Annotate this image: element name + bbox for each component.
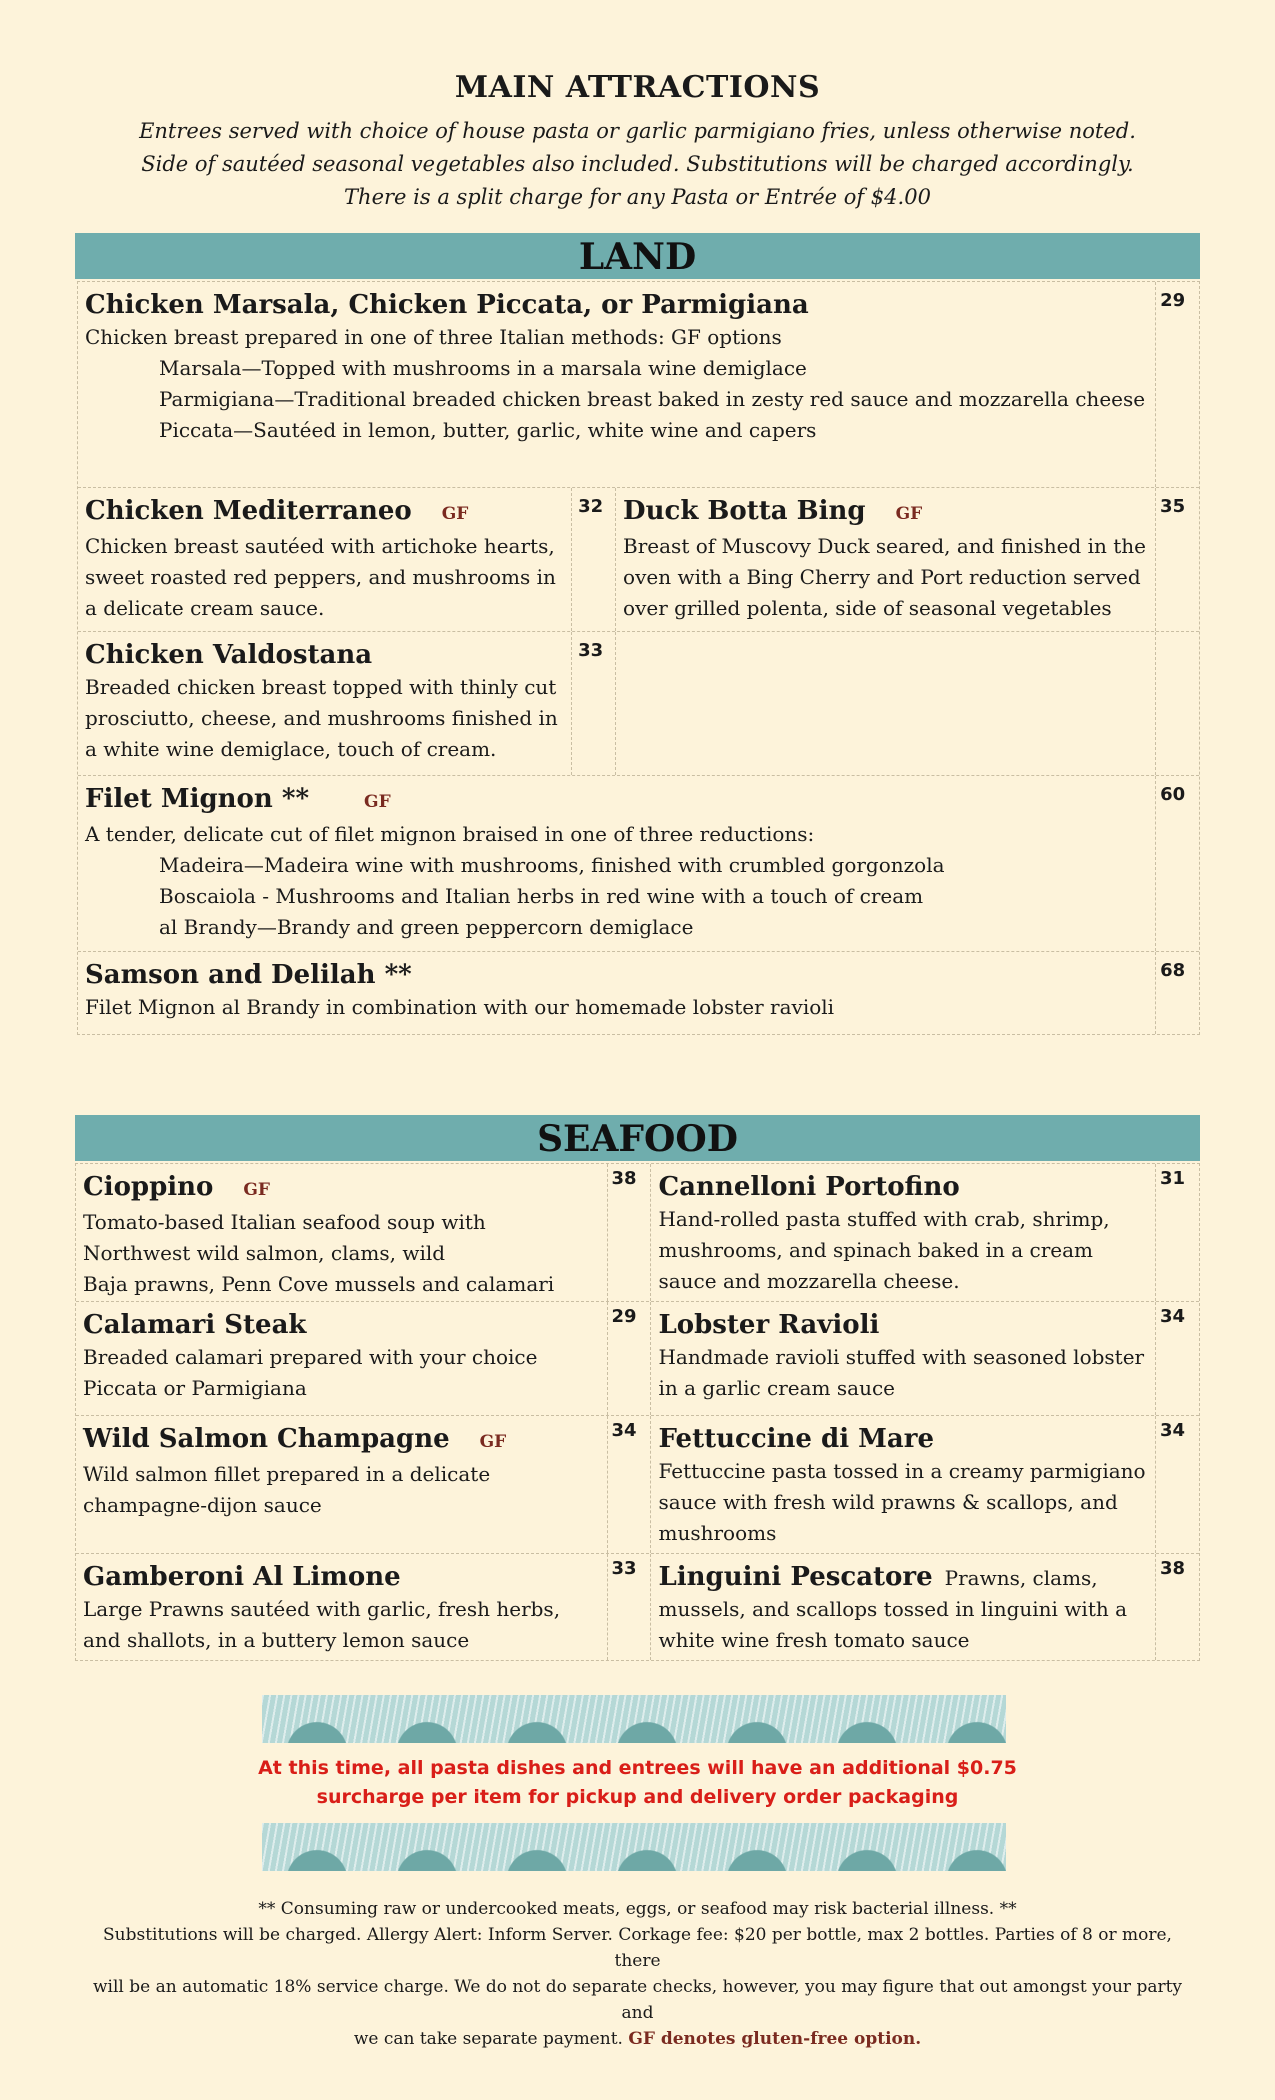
menu-item (650, 1302, 1155, 1415)
item-name: Lobster Ravioli (658, 1310, 880, 1340)
menu-item-chicken-valdostana (78, 632, 571, 775)
item-price: 38 (611, 1168, 637, 1189)
menu-item (650, 1554, 1155, 1660)
item-description: Northwest wild salmon, clams, wild (83, 1241, 446, 1265)
item-description: A tender, delicate cut of filet mignon braised in one of three reductions: (85, 822, 815, 846)
menu-item (76, 1302, 607, 1415)
item-description: prosciutto, cheese, and mushrooms finished in (85, 706, 558, 730)
price-cell (1155, 1554, 1199, 1660)
footer-policy: we can take separate payment. (353, 2029, 623, 2049)
item-price: 60 (1160, 784, 1186, 805)
item-name: Duck Botta Bing (623, 496, 866, 526)
item-name: Cannelloni Portofino (658, 1172, 960, 1202)
intro-line: There is a split charge for any Pasta or Entrée of $4.00 (344, 185, 931, 209)
gf-badge: GF (895, 504, 923, 524)
item-price: 35 (1160, 496, 1186, 517)
footer-policy: will be an automatic 18% service charge. We do not do separate checks, however, you may figure that out amongst your party and (92, 1977, 1183, 2023)
item-description: Handmade ravioli stuffed with seasoned lobster (658, 1345, 1145, 1369)
item-price: 68 (1160, 960, 1186, 981)
item-price: 38 (1160, 1558, 1186, 1579)
page-title: MAIN ATTRACTIONS (454, 70, 821, 105)
item-price: 34 (1160, 1420, 1186, 1441)
item-description: Breaded chicken breast topped with thinly cut (85, 675, 557, 699)
menu-item (76, 1416, 607, 1553)
land-menu-grid (77, 281, 1200, 1035)
menu-footer (85, 1896, 1190, 2052)
intro-line: Side of sautéed seasonal vegetables also included. Substitutions will be charged accordingly. (141, 152, 1134, 176)
gf-badge: GF (364, 792, 391, 812)
menu-item-samson-and-delilah (78, 952, 1199, 1034)
decorative-shell-pattern (262, 1823, 1006, 1871)
item-option: Parmigiana—Traditional breaded chicken breast baked in zesty red sauce and mozzarella cheese (159, 387, 1146, 411)
menu-item (76, 1554, 607, 1660)
seafood-section-banner: SEAFOOD (75, 1115, 1200, 1161)
item-description: Large Prawns sautéed with garlic, fresh herbs, (83, 1597, 561, 1621)
item-price: 34 (1160, 1306, 1186, 1327)
item-description: Chicken breast prepared in one of three Italian methods: GF options (85, 325, 782, 349)
item-name: Wild Salmon Champagne (83, 1424, 450, 1454)
item-description: Piccata or Parmigiana (83, 1376, 307, 1400)
item-description: over grilled polenta, side of seasonal vegetables (623, 596, 1112, 620)
item-name: Samson and Delilah ** (85, 960, 412, 990)
item-description: mussels, and scallops tossed in linguini with a (658, 1597, 1128, 1621)
price-cell (1155, 1416, 1199, 1553)
item-price: 33 (611, 1558, 637, 1579)
item-description: Wild salmon fillet prepared in a delicate (83, 1462, 491, 1486)
empty-cell (615, 632, 1155, 775)
item-description: Chicken breast sautéed with artichoke hearts, (85, 534, 555, 558)
item-description: Breaded calamari prepared with your choice (83, 1345, 538, 1369)
menu-item-chicken-mediterraneo (78, 488, 571, 631)
item-name: Chicken Mediterraneo (85, 496, 412, 526)
menu-item (650, 1416, 1155, 1553)
seafood-menu-grid (75, 1163, 1200, 1661)
item-description: mushrooms, and spinach baked in a cream (658, 1238, 1093, 1262)
intro-line: Entrees served with choice of house pasta or garlic parmigiano fries, unless otherwise noted. (139, 119, 1136, 143)
item-option: Piccata—Sautéed in lemon, butter, garlic, white wine and capers (159, 418, 817, 442)
menu-item-duck-botta-bing (615, 488, 1155, 631)
gf-badge: GF (441, 504, 469, 524)
item-price: 32 (578, 496, 604, 517)
item-price: 33 (578, 640, 604, 661)
menu-item (76, 1164, 607, 1301)
menu-row (76, 1164, 1199, 1302)
item-option: al Brandy—Brandy and green peppercorn demiglace (159, 915, 694, 939)
price-cell (607, 1416, 651, 1553)
item-name: Filet Mignon ** (85, 784, 310, 814)
item-option: Boscaiola - Mushrooms and Italian herbs in red wine with a touch of cream (159, 884, 924, 908)
item-description: sauce with fresh wild prawns & scallops, and (658, 1490, 1118, 1514)
menu-row (76, 1554, 1199, 1660)
price-cell (1155, 1164, 1199, 1301)
price-cell (607, 1554, 651, 1660)
item-description: a delicate cream sauce. (85, 596, 325, 620)
item-description: Tomato-based Italian seafood soup with (83, 1210, 486, 1234)
surcharge-notice (0, 1754, 1275, 1812)
notice-line: At this time, all pasta dishes and entrees will have an additional $0.75 (258, 1757, 1017, 1779)
item-name: Calamari Steak (83, 1310, 307, 1340)
gf-badge: GF (243, 1180, 270, 1200)
item-description: Baja prawns, Penn Cove mussels and calamari (83, 1272, 555, 1296)
item-name: Linguini Pescatore (658, 1562, 933, 1592)
item-price: 29 (611, 1306, 637, 1327)
menu-row (78, 488, 1199, 632)
item-description: Fettuccine pasta tossed in a creamy parmigiano (658, 1459, 1146, 1483)
item-price: 29 (1160, 290, 1186, 311)
item-price: 31 (1160, 1168, 1186, 1189)
item-description: a white wine demiglace, touch of cream. (85, 737, 497, 761)
item-description: Breast of Muscovy Duck seared, and finished in the (623, 534, 1146, 558)
gf-badge: GF (479, 1432, 507, 1452)
notice-line: surcharge per item for pickup and delivery order packaging (316, 1786, 959, 1808)
item-description: and shallots, in a buttery lemon sauce (83, 1628, 470, 1652)
price-cell (607, 1164, 651, 1301)
price-cell (607, 1302, 651, 1415)
price-cell (1155, 1302, 1199, 1415)
item-description: sauce and mozzarella cheese. (658, 1269, 960, 1293)
menu-row (76, 1416, 1199, 1554)
item-name: Chicken Valdostana (85, 640, 373, 670)
land-section-banner: LAND (75, 233, 1200, 279)
footer-policy: Substitutions will be charged. Allergy Alert: Inform Server. Corkage fee: $20 per bottle, max 2 bottles. Parties of 8 or more, there (103, 1925, 1172, 1971)
item-description: Filet Mignon al Brandy in combination with our homemade lobster ravioli (85, 995, 835, 1019)
item-description: Prawns, clams, (944, 1566, 1098, 1590)
decorative-shell-pattern (262, 1695, 1006, 1743)
menu-header (0, 70, 1275, 214)
item-description: champagne-dijon sauce (83, 1493, 322, 1517)
menu-item (650, 1164, 1155, 1301)
item-description: white wine fresh tomato sauce (658, 1628, 970, 1652)
item-name: Fettuccine di Mare (658, 1424, 934, 1454)
item-name: Cioppino (83, 1172, 214, 1202)
item-description: sweet roasted red peppers, and mushrooms in (85, 565, 556, 589)
menu-item-chicken-combo (78, 282, 1199, 488)
menu-row (76, 1302, 1199, 1416)
item-description: in a garlic cream sauce (658, 1376, 895, 1400)
item-name: Chicken Marsala, Chicken Piccata, or Parmigiana (85, 290, 809, 320)
menu-row (78, 632, 1199, 776)
gf-note: GF denotes gluten-free option. (628, 2029, 922, 2049)
item-option: Madeira—Madeira wine with mushrooms, finished with crumbled gorgonzola (159, 853, 945, 877)
empty-cell (1155, 632, 1199, 775)
item-option: Marsala—Topped with mushrooms in a marsala wine demiglace (159, 356, 807, 380)
footer-warning: ** Consuming raw or undercooked meats, eggs, or seafood may risk bacterial illness. ** (258, 1899, 1017, 1919)
item-description: mushrooms (658, 1521, 777, 1545)
menu-item-filet-mignon (78, 776, 1199, 952)
item-description: Hand-rolled pasta stuffed with crab, shrimp, (658, 1207, 1110, 1231)
item-description: oven with a Bing Cherry and Port reduction served (623, 565, 1141, 589)
item-price: 34 (611, 1420, 637, 1441)
item-name: Gamberoni Al Limone (83, 1562, 401, 1592)
